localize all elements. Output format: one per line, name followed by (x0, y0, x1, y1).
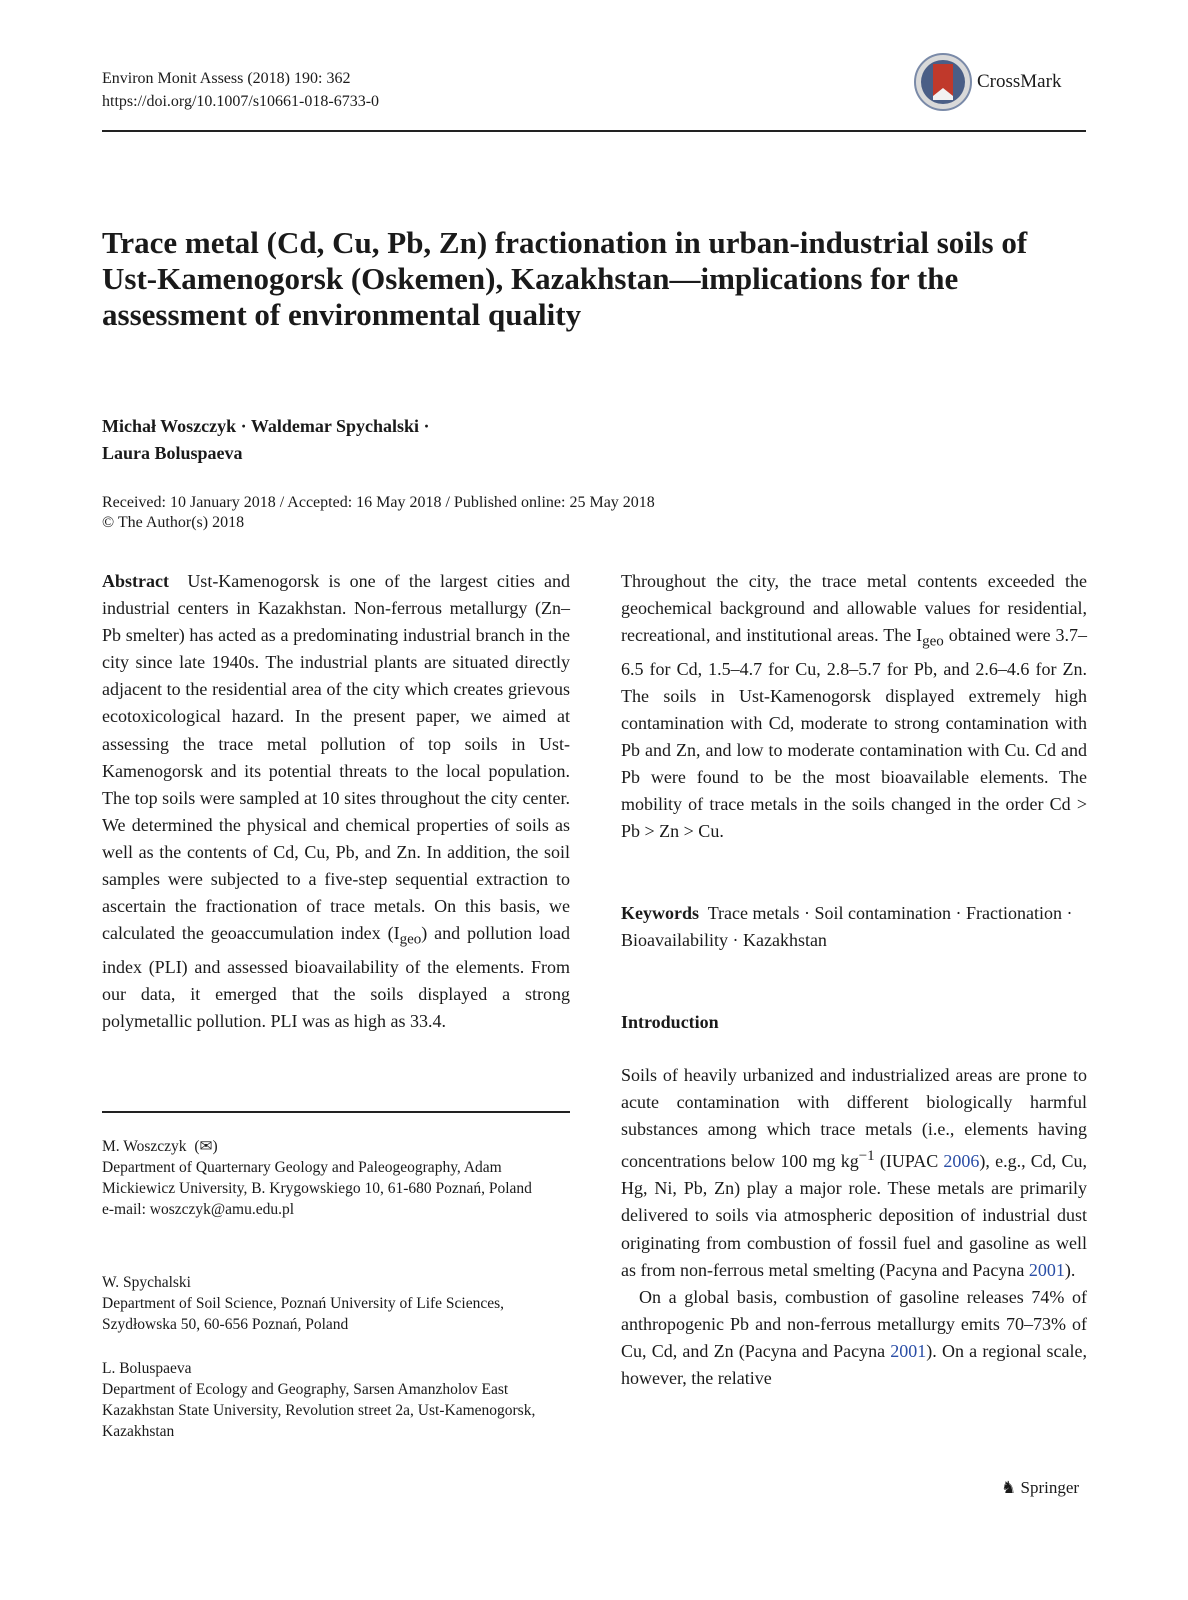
affiliation-author: M. Woszczyk (102, 1138, 187, 1155)
introduction-heading: Introduction (621, 1012, 719, 1032)
superscript: −1 (858, 1148, 875, 1165)
springer-horse-icon: ♞ (1001, 1478, 1017, 1497)
citation-link[interactable]: 2001 (890, 1340, 927, 1361)
intro-text: ). (1064, 1259, 1076, 1280)
affiliation-divider (102, 1111, 570, 1113)
affiliation-author: W. Spychalski (102, 1274, 191, 1291)
affiliation-2 (102, 1272, 570, 1335)
author-list (102, 413, 702, 467)
introduction-body (621, 1062, 1087, 1392)
journal-citation: Environ Monit Assess (2018) 190: 362 (102, 70, 351, 87)
abstract-label: Abstract (102, 571, 169, 591)
publisher-name: Springer (1020, 1478, 1080, 1497)
doi-link[interactable]: https://doi.org/10.1007/s10661-018-6733-0 (102, 93, 380, 110)
keywords-label: Keywords (621, 903, 699, 923)
citation-link[interactable]: 2001 (1028, 1259, 1065, 1280)
abstract-left-column (102, 568, 570, 1035)
intro-text: ). On a regional scale, however, the relative (621, 1340, 1088, 1389)
abstract-text-2: ) and pollution load index (PLI) and assessed bioavailability of the elements. From our data, it emerged that the soils displayed a strong polymetallic pollution. PLI was as high as 33.4. (102, 923, 570, 1032)
affiliation-address: Department of Ecology and Geography, Sarsen Amanzholov East Kazakhstan State University, Revolution street 2a, Ust-Kamenogorsk, Kazakhstan (102, 1381, 536, 1440)
intro-text: On a global basis, combustion of gasoline releases 74% of anthropogenic Pb and non-ferrous metallurgy emits 70–73% of Cu, Cd, and Zn (Pacyna and Pacyna (621, 1286, 1087, 1361)
intro-text: ), e.g., Cd, Cu, Hg, Ni, Pb, Zn) play a major role. These metals are primarily delivered to soils via atmospheric deposition of industrial dust originating from combustion of fossil fuel and gasoline as well as from non-ferrous metal smelting (Pacyna and Pacyna (621, 1151, 1087, 1280)
paper-title: Trace metal (Cd, Cu, Pb, Zn) fractionation in urban-industrial soils of Ust-Kamenogorsk (Oskemen), Kazakhstan—implications for the assessment of environmental quality (102, 225, 1028, 332)
subscript-geo: geo (922, 633, 944, 650)
subscript-geo: geo (399, 931, 422, 948)
abstract-text-1: Ust-Kamenogorsk is one of the largest cities and industrial centers in Kazakhstan. Non-ferrous metallurgy (Zn–Pb smelter) has acted as a predominating industrial branch in the city since late 1940s. The industrial plants are situated directly adjacent to the residential area of the city which creates grievous ecotoxicological hazard. In the present paper, we aimed at assessing the trace metal pollution of top soils in Ust-Kamenogorsk and its potential threats to the local population. The top soils were sampled at 10 sites throughout the city center. We determined the physical and chemical properties of soils as well as the contents of Cd, Cu, Pb, and Zn. In addition, the soil samples were subjected to a five-step sequential extraction to ascertain the fractionation of trace metals. On this basis, we calculated the geoaccumulation index (I (102, 571, 571, 944)
citation-link[interactable]: 2006 (943, 1151, 980, 1172)
affiliation-address: Department of Quarternary Geology and Paleogeography, Adam Mickiewicz University, B. Krygowskiego 10, 61-680 Poznań, Poland (102, 1159, 532, 1197)
affiliation-3 (102, 1358, 570, 1442)
publisher-logo (1001, 1478, 1079, 1498)
abstract-right-column (621, 568, 1087, 846)
crossmark-logo-icon (913, 52, 977, 112)
keywords-text: Trace metals · Soil contamination · Fractionation · Bioavailability · Kazakhstan (621, 903, 1073, 950)
header-divider (102, 130, 1086, 132)
authors-line-1: Michał Woszczyk · Waldemar Spychalski · (102, 416, 430, 436)
publication-dates: Received: 10 January 2018 / Accepted: 16 May 2018 / Published online: 25 May 2018 (102, 494, 655, 511)
copyright-notice: © The Author(s) 2018 (102, 514, 245, 531)
intro-paragraph-1 (621, 1062, 1087, 1284)
abstract-text-4: obtained were 3.7–6.5 for Cd, 1.5–4.7 for Cu, 2.8–5.7 for Pb, and 2.6–4.6 for Zn. The soils in Ust-Kamenogorsk displayed extremely high contamination with Cd, moderate to strong contamination with Pb and Zn, and low to moderate contamination with Cu. Cd and Pb were found to be the most bioavailable elements. The mobility of trace metals in the soils changed in the order Cd > Pb > Zn > Cu. (621, 625, 1087, 842)
affiliation-address: Department of Soil Science, Poznań University of Life Sciences, Szydłowska 50, 60-656 Poznań, Poland (102, 1295, 505, 1333)
intro-text: Soils of heavily urbanized and industrialized areas are prone to acute contamination with different biologically harmful substances among which trace metals (i.e., elements having concentrations below 100 mg kg (621, 1065, 1087, 1172)
authors-line-2: Laura Boluspaeva (102, 443, 243, 463)
mail-icon[interactable]: (✉) (194, 1138, 218, 1155)
abstract-text-3: Throughout the city, the trace metal contents exceeded the geochemical background and allowable values for residential, recreational, and institutional areas. The I (621, 571, 1087, 646)
affiliation-email[interactable]: e-mail: woszczyk@amu.edu.pl (102, 1201, 295, 1218)
intro-paragraph-2 (621, 1284, 1087, 1392)
keywords (621, 900, 1087, 954)
affiliation-1 (102, 1136, 570, 1220)
intro-text: (IUPAC (874, 1151, 944, 1172)
crossmark-label: CrossMark (977, 71, 1062, 92)
affiliation-author: L. Boluspaeva (102, 1360, 192, 1377)
